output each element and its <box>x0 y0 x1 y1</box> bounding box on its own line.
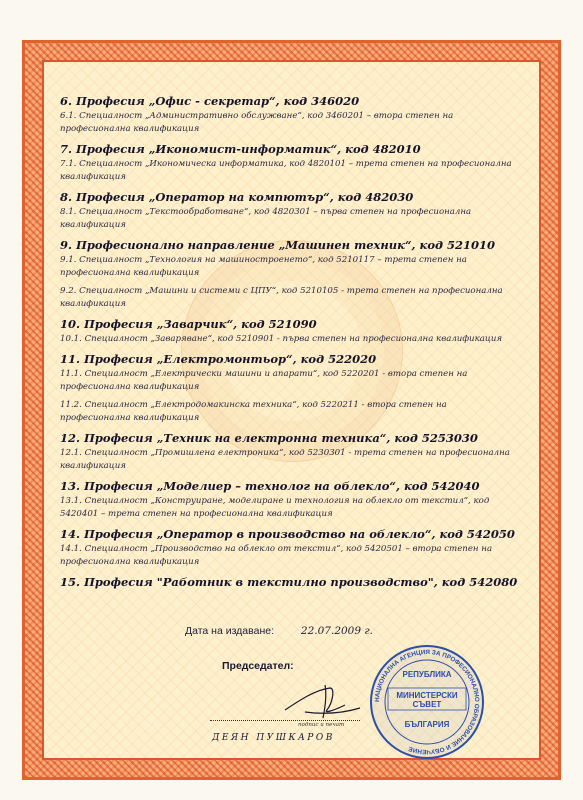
profession-title: 7. Професия „Икономист-информатик“, код 482010 <box>60 142 421 156</box>
issue-date-row <box>185 625 373 637</box>
profession-title: 10. Професия „Заварчик“, код 521090 <box>60 317 317 331</box>
official-stamp <box>368 643 486 761</box>
stamp-line-1: РЕПУБЛИКА <box>402 670 452 679</box>
stamp-outer-text: НАЦИОНАЛНА АГЕНЦИЯ ЗА ПРОФЕСИОНАЛНО ОБРАЗОВАНИЕ И ОБУЧЕНИЕ <box>373 648 481 756</box>
specialty-line: 13.1. Специалност „Конструиране, моделиране и технология на облекло от текстил“, код 5420401 – трета степен на професионална квалификация <box>60 496 490 519</box>
specialty-line: 11.1. Специалност „Електрически машини и апарати“, код 5220201 - втора степен на професионална квалификация <box>60 369 468 392</box>
profession-title: 6. Професия „Офис - секретар“, код 346020 <box>60 94 360 108</box>
signer-name: ДЕЯН ПУШКАРОВ <box>212 733 335 743</box>
profession-title: 14. Професия „Оператор в производство на облекло“, код 542050 <box>60 527 515 541</box>
profession-title: 12. Професия „Техник на електронна техника“, код 5253030 <box>60 431 478 445</box>
stamp-line-3: СЪВЕТ <box>412 700 442 709</box>
stamp-line-4: БЪЛГАРИЯ <box>404 720 450 729</box>
profession-title: 13. Професия „Моделиер – технолог на облекло“, код 542040 <box>60 479 480 493</box>
specialty-line: 7.1. Специалност „Икономическа информатика, код 4820101 – трета степен на професионална квалификация <box>60 159 512 182</box>
specialty-line: 14.1. Специалност „Производство на облекло от текстил“, код 5420501 – втора степен на професионална квалификация <box>60 544 493 567</box>
specialty-line: 11.2. Специалност „Електродомакинска техника“, код 5220211 - втора степен на професионална квалификация <box>60 400 447 423</box>
profession-title: 11. Професия „Електромонтьор“, код 522020 <box>60 352 377 366</box>
chairman-label: Председател: <box>222 660 294 672</box>
signature-caption: подпис и печат <box>298 722 345 728</box>
specialty-line: 6.1. Специалност „Административно обслужване“, код 3460201 – втора степен на професионална квалификация <box>60 111 454 134</box>
issue-date-label: Дата на издаване: <box>185 625 274 637</box>
specialty-line: 10.1. Специалност „Заваряване“, код 5210901 - първа степен на професионална квалификация <box>60 334 503 344</box>
specialty-line: 9.2. Специалност „Машини и системи с ЦПУ“, код 5210105 - трета степен на професионална квалификация <box>60 286 503 309</box>
profession-title: 9. Професионално направление „Машинен техник“, код 521010 <box>60 238 496 252</box>
profession-title: 8. Професия „Оператор на компютър“, код 482030 <box>60 190 414 204</box>
issue-date-value: 22.07.2009 г. <box>300 625 374 637</box>
signature-line <box>210 720 360 721</box>
profession-title: 15. Професия "Работник в текстилно производство", код 542080 <box>60 575 518 589</box>
stamp-line-2: МИНИСТЕРСКИ <box>396 691 458 700</box>
specialty-line: 12.1. Специалност „Промишлена електроника“, код 5230301 - трета степен на професионална квалификация <box>60 448 510 471</box>
specialty-line: 8.1. Специалност „Текстообработване“, код 4820301 – първа степен на професионална квалификация <box>60 207 472 230</box>
specialty-line: 9.1. Специалност „Технология на машиностроенето“, код 5210117 – трета степен на професионална квалификация <box>60 255 467 278</box>
profession-list <box>60 93 535 596</box>
handwritten-signature <box>275 680 365 720</box>
